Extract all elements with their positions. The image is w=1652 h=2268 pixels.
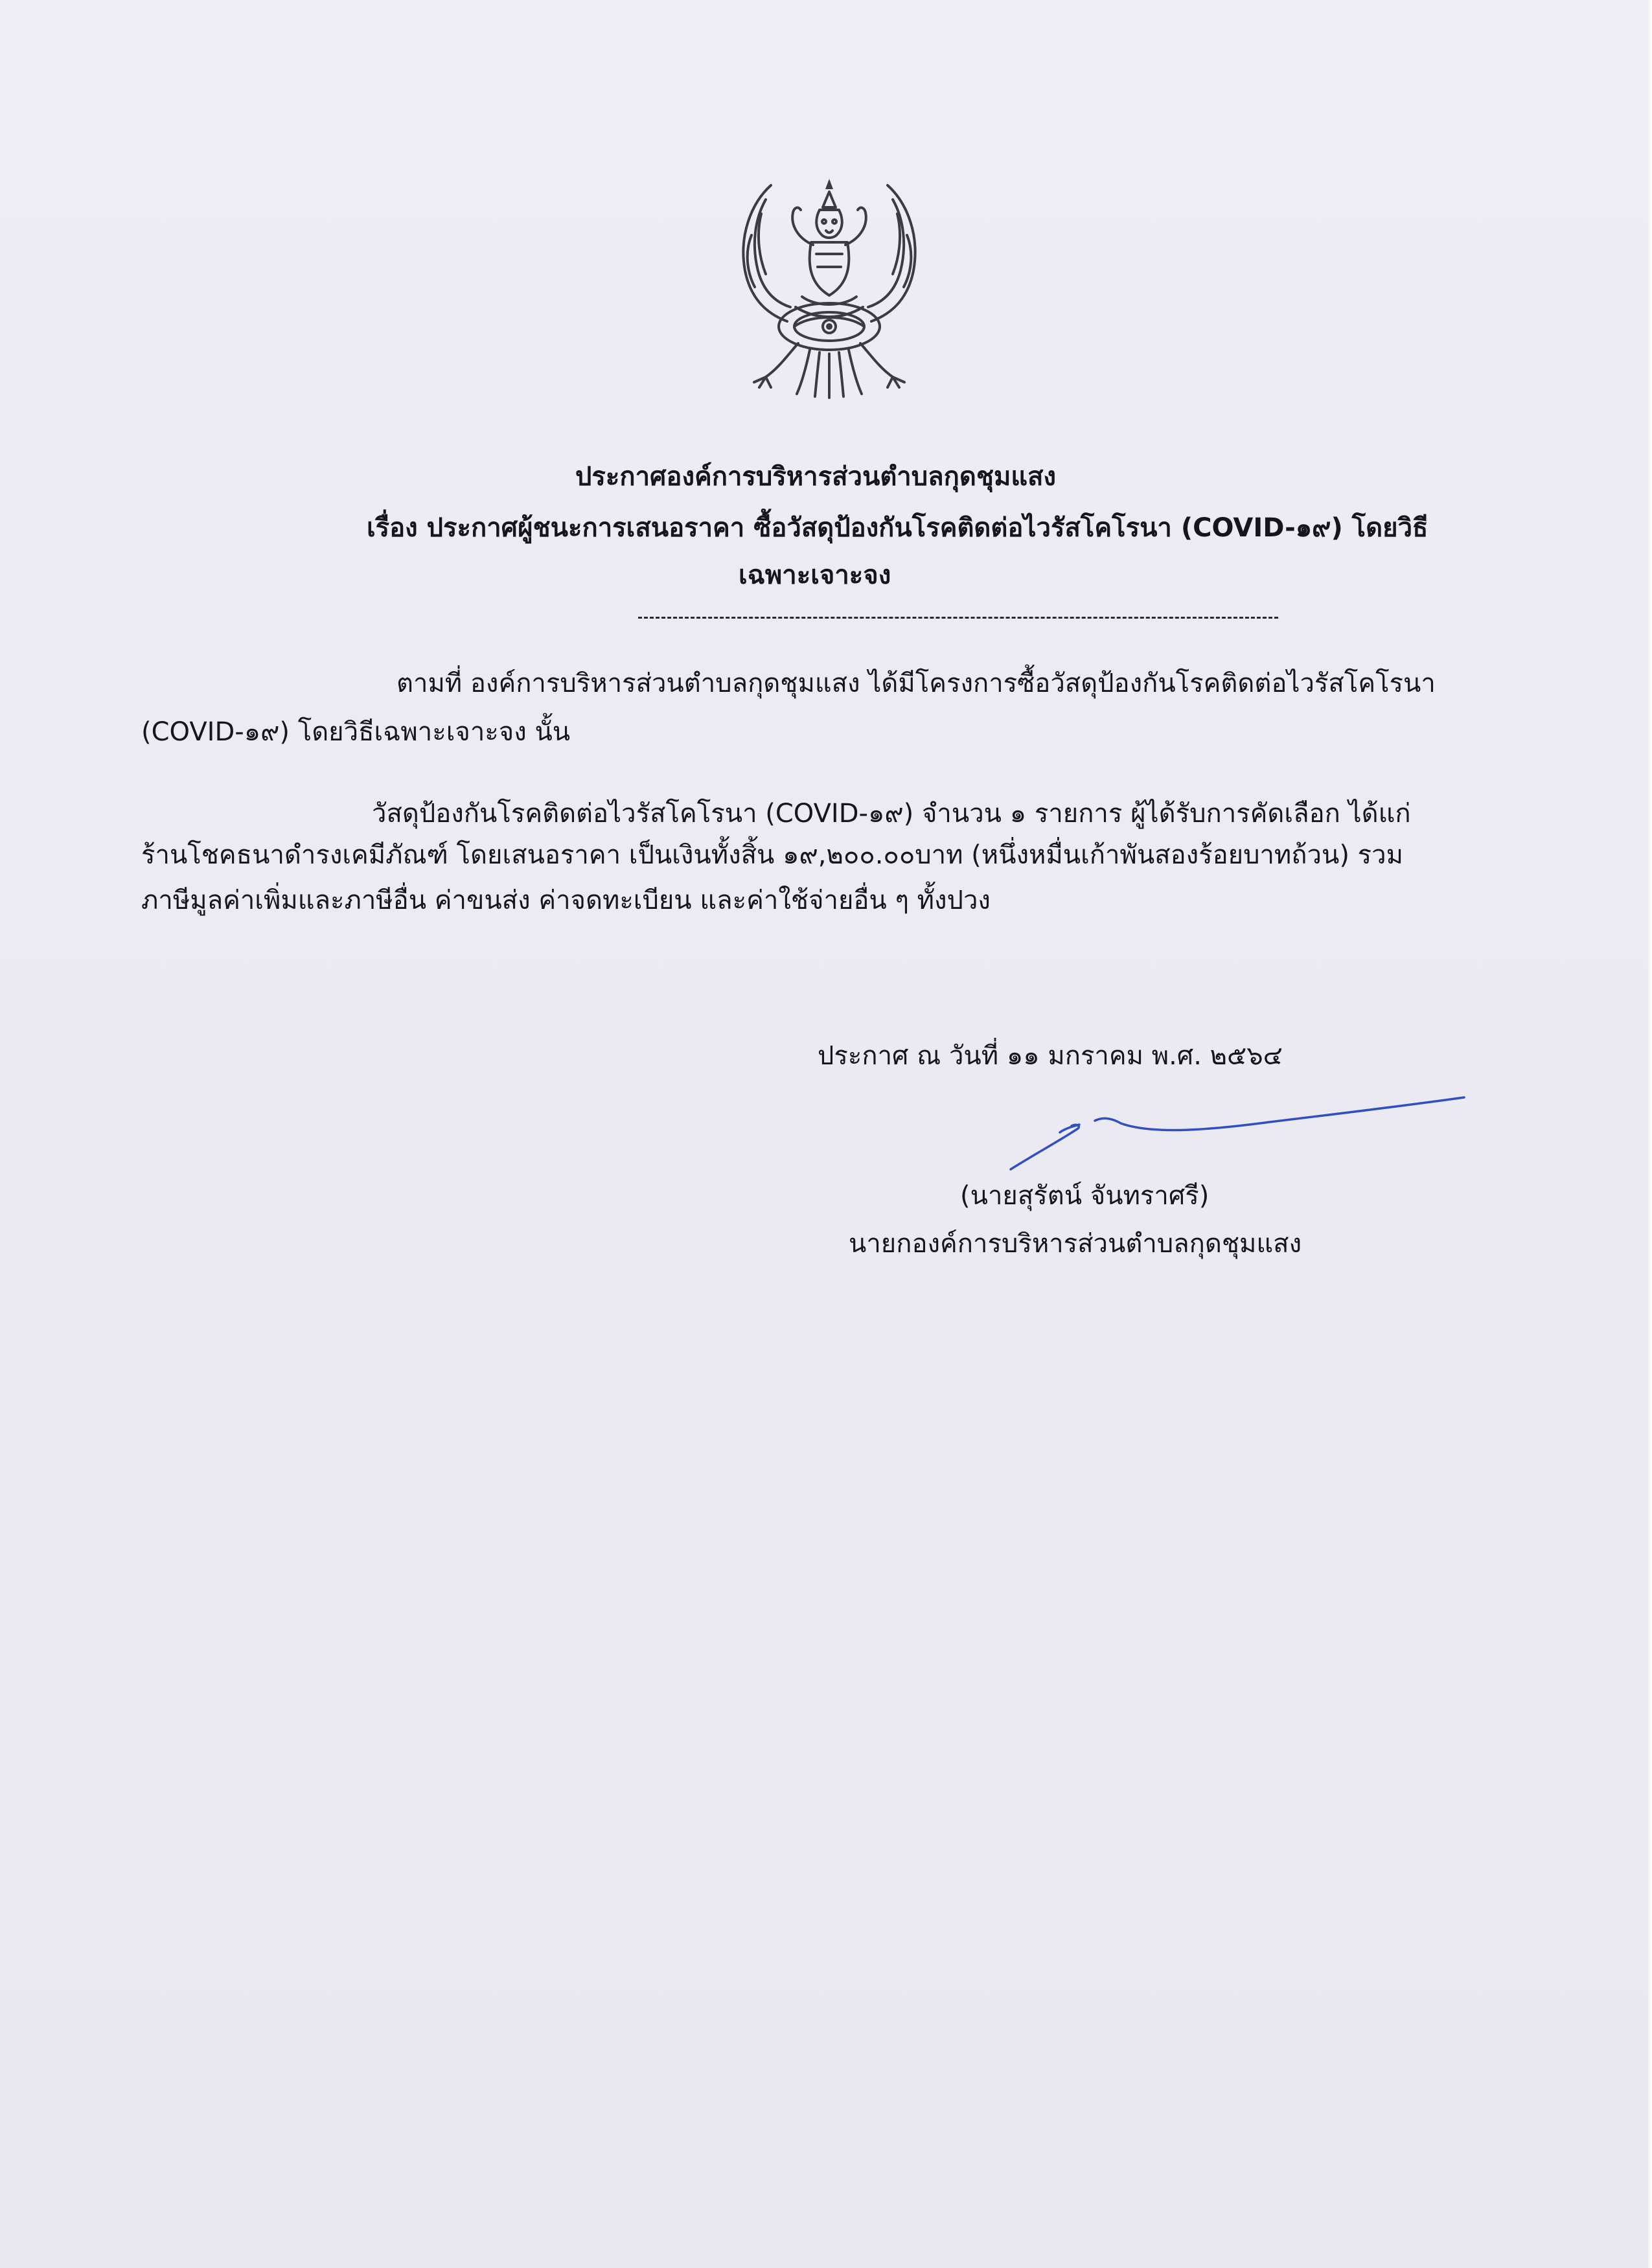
paragraph-1-line-1: ตามที่ องค์การบริหารส่วนตำบลกุดชุมแสง ได้มีโครงการซื้อวัสดุป้องกันโรคติดต่อไวรัสโคโรนา bbox=[396, 669, 1436, 698]
handwritten-signature bbox=[998, 1088, 1477, 1179]
subject-line-1: เรื่อง ประกาศผู้ชนะการเสนอราคา ซื้อวัสดุป้องกันโรคติดต่อไวรัสโคโรนา (COVID-๑๙) โดยวิธี bbox=[367, 513, 1428, 543]
paragraph-2-line-1: วัสดุป้องกันโรคติดต่อไวรัสโคโรนา (COVID-๑๙) จำนวน ๑ รายการ ผู้ได้รับการคัดเลือก ได้แก่ bbox=[372, 799, 1411, 829]
paper-edge bbox=[1648, 0, 1652, 2268]
signatory-position: นายกองค์การบริหารส่วนตำบลกุดชุมแสง bbox=[849, 1229, 1302, 1259]
signatory-name: (นายสุรัตน์ จันทราศรี) bbox=[960, 1181, 1210, 1211]
dashed-divider bbox=[638, 617, 1278, 619]
garuda-emblem-icon bbox=[726, 174, 933, 400]
paragraph-2-line-2: ร้านโชคธนาดำรงเคมีภัณฑ์ โดยเสนอราคา เป็นเงินทั้งสิ้น ๑๙,๒๐๐.๐๐บาท (หนึ่งหมื่นเก้าพันสองร้อยบาทถ้วน) รวม bbox=[141, 840, 1403, 870]
subject-line-2: เฉพาะเจาะจง bbox=[739, 560, 891, 590]
announcement-date: ประกาศ ณ วันที่ ๑๑ มกราคม พ.ศ. ๒๕๖๔ bbox=[818, 1041, 1283, 1071]
organization-heading: ประกาศองค์การบริหารส่วนตำบลกุดชุมแสง bbox=[575, 462, 1057, 492]
paragraph-1-line-2: (COVID-๑๙) โดยวิธีเฉพาะเจาะจง นั้น bbox=[141, 717, 571, 747]
paragraph-2-line-3: ภาษีมูลค่าเพิ่มและภาษีอื่น ค่าขนส่ง ค่าจดทะเบียน และค่าใช้จ่ายอื่น ๆ ทั้งปวง bbox=[141, 886, 991, 915]
